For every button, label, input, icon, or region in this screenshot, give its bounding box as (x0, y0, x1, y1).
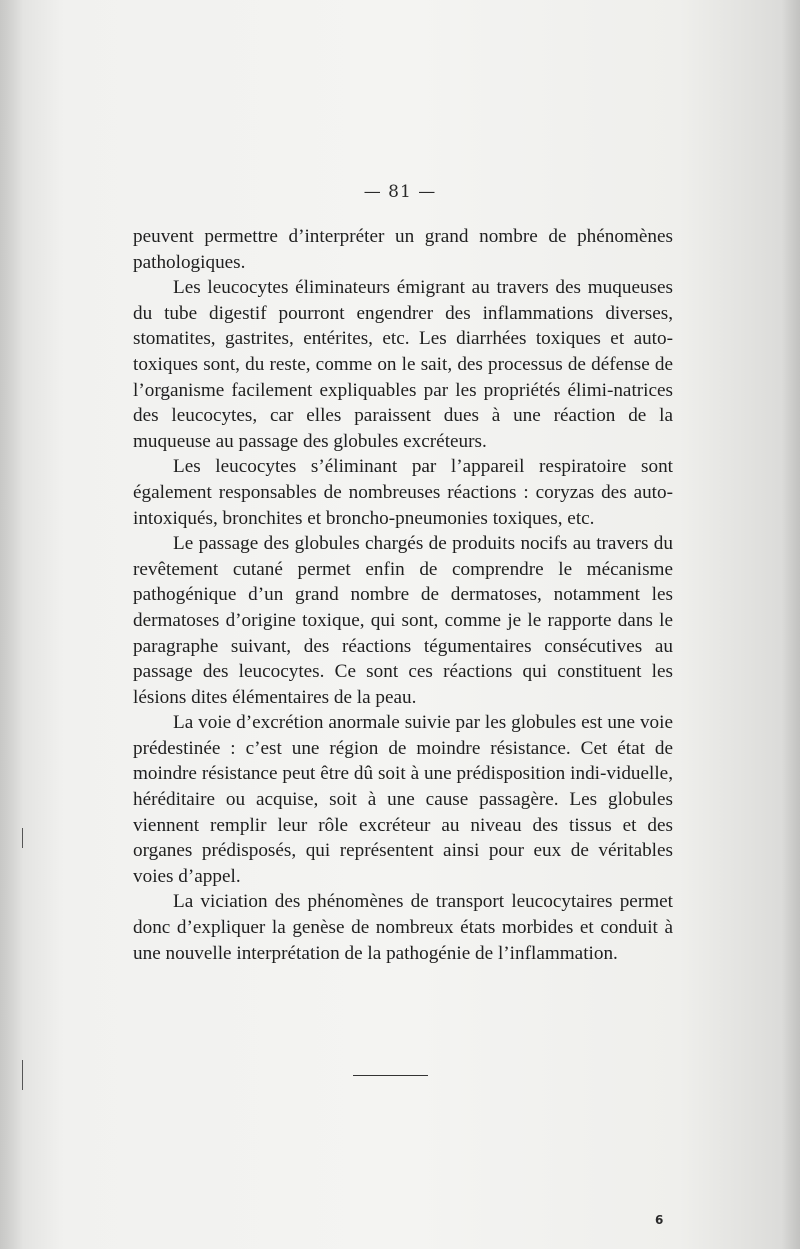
paragraph-4: Le passage des globules chargés de produits nocifs au travers du revêtement cutané permet enfin de comprendre le mécanisme pathogénique d’un grand nombre de dermatoses, notamment les dermatoses d’origine toxique, qui sont, comme je le rapporte dans le paragraphe suivant, des réactions tégumentaires consécutives au passage des leucocytes. Ce sont ces réactions qui constituent les lésions dites élémentaires de la peau. (133, 533, 673, 708)
section-rule (353, 1075, 428, 1076)
margin-mark (22, 1060, 23, 1090)
paragraph-3: Les leucocytes s’éliminant par l’appareil respiratoire sont également responsables de nombreuses réactions : coryzas des auto-intoxiqués, bronchites et broncho-pneumonies toxiques, etc. (133, 456, 673, 529)
body-text (133, 224, 673, 966)
margin-mark (22, 828, 23, 848)
signature-mark: 6 (655, 1213, 664, 1227)
paragraph-2: Les leucocytes éliminateurs émigrant au travers des muqueuses du tube digestif pourront engendrer des inflammations diverses, stomatites, gastrites, entérites, etc. Les diarrhées toxiques et auto-toxiques sont, du reste, comme on le sait, des processus de défense de l’organisme facilement expliquables par les propriétés élimi-natrices des leucocytes, car elles paraissent dues à une réaction de la muqueuse au passage des globules excréteurs. (133, 277, 673, 452)
page-number: — 81 — (363, 182, 437, 202)
paragraph-1: peuvent permettre d’interpréter un grand nombre de phénomènes pathologiques. (133, 226, 673, 273)
paragraph-5: La voie d’excrétion anormale suivie par les globules est une voie prédestinée : c’est une région de moindre résistance. Cet état de moindre résistance peut être dû soit à une prédisposition indi-viduelle, héréditaire ou acquise, soit à une cause passagère. Les globules viennent remplir leur rôle excréteur au niveau des tissus et des organes prédisposés, qui représentent ainsi pour eux de véritables voies d’appel. (133, 712, 673, 887)
paragraph-6: La viciation des phénomènes de transport leucocytaires permet donc d’expliquer la genèse de nombreux états morbides et conduit à une nouvelle interprétation de la pathogénie de l’inflammation. (133, 891, 673, 964)
